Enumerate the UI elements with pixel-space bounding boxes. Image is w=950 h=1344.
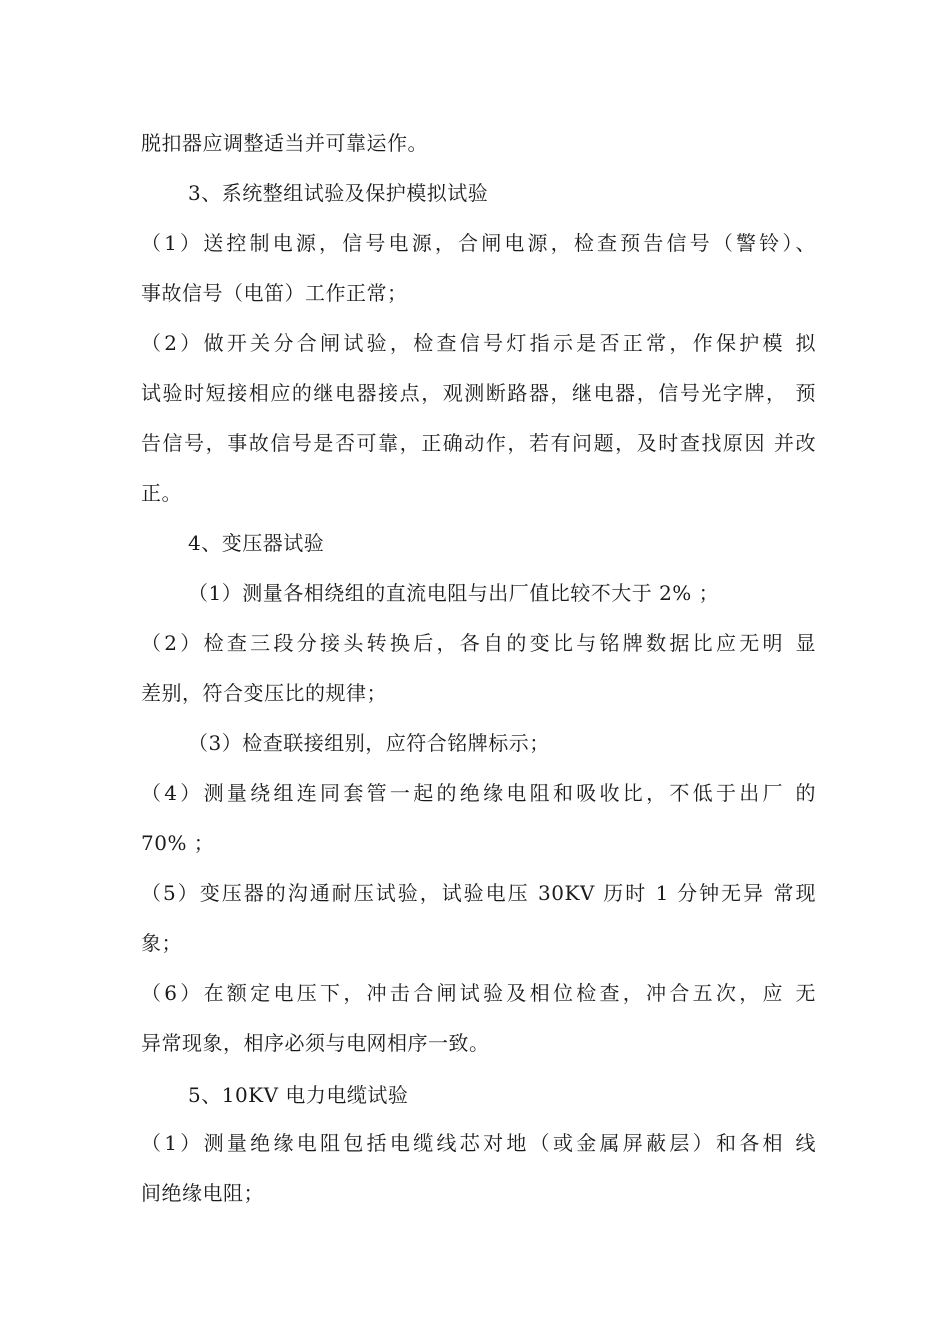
paragraph-line: 正。 xyxy=(141,481,182,505)
paragraph-line: 告信号，事故信号是否可靠，正确动作，若有问题，及时查找原因 并改 xyxy=(141,431,816,455)
paragraph-line: （2）做开关分合闸试验，检查信号灯指示是否正常，作保护模 拟 xyxy=(141,331,816,355)
section-heading: 5、10KV 电力电缆试验 xyxy=(188,1083,409,1107)
paragraph-line: 70% ； xyxy=(141,831,215,855)
paragraph-line: （6）在额定电压下，冲击合闸试验及相位检查，冲合五次，应 无 xyxy=(141,981,816,1005)
paragraph-line: 异常现象，相序必须与电网相序一致。 xyxy=(141,1031,490,1055)
paragraph-line: 象； xyxy=(141,931,182,955)
paragraph-line: （1）送控制电源，信号电源，合闸电源，检查预告信号（警铃）、 xyxy=(141,231,816,255)
section-heading: 4、变压器试验 xyxy=(188,531,325,555)
paragraph-line: 脱扣器应调整适当并可靠运作。 xyxy=(141,131,428,155)
paragraph-line: （5）变压器的沟通耐压试验，试验电压 30KV 历时 1 分钟无异 常现 xyxy=(141,881,816,905)
paragraph-line: 间绝缘电阻； xyxy=(141,1181,264,1205)
paragraph-line: （4）测量绕组连同套管一起的绝缘电阻和吸收比，不低于出厂 的 xyxy=(141,781,816,805)
paragraph-line: 差别，符合变压比的规律； xyxy=(141,681,387,705)
paragraph-line: （1）测量各相绕组的直流电阻与出厂值比较不大于 2% ； xyxy=(188,581,720,605)
paragraph-line: 试验时短接相应的继电器接点，观测断路器，继电器，信号光字牌， 预 xyxy=(141,381,816,405)
paragraph-line: （3）检查联接组别，应符合铭牌标示； xyxy=(188,731,550,755)
paragraph-line: 事故信号（电笛）工作正常； xyxy=(141,281,408,305)
section-heading: 3、系统整组试验及保护模拟试验 xyxy=(188,181,489,205)
paragraph-line: （2）检查三段分接头转换后，各自的变比与铭牌数据比应无明 显 xyxy=(141,631,816,655)
paragraph-line: （1）测量绝缘电阻包括电缆线芯对地（或金属屏蔽层）和各相 线 xyxy=(141,1131,816,1155)
